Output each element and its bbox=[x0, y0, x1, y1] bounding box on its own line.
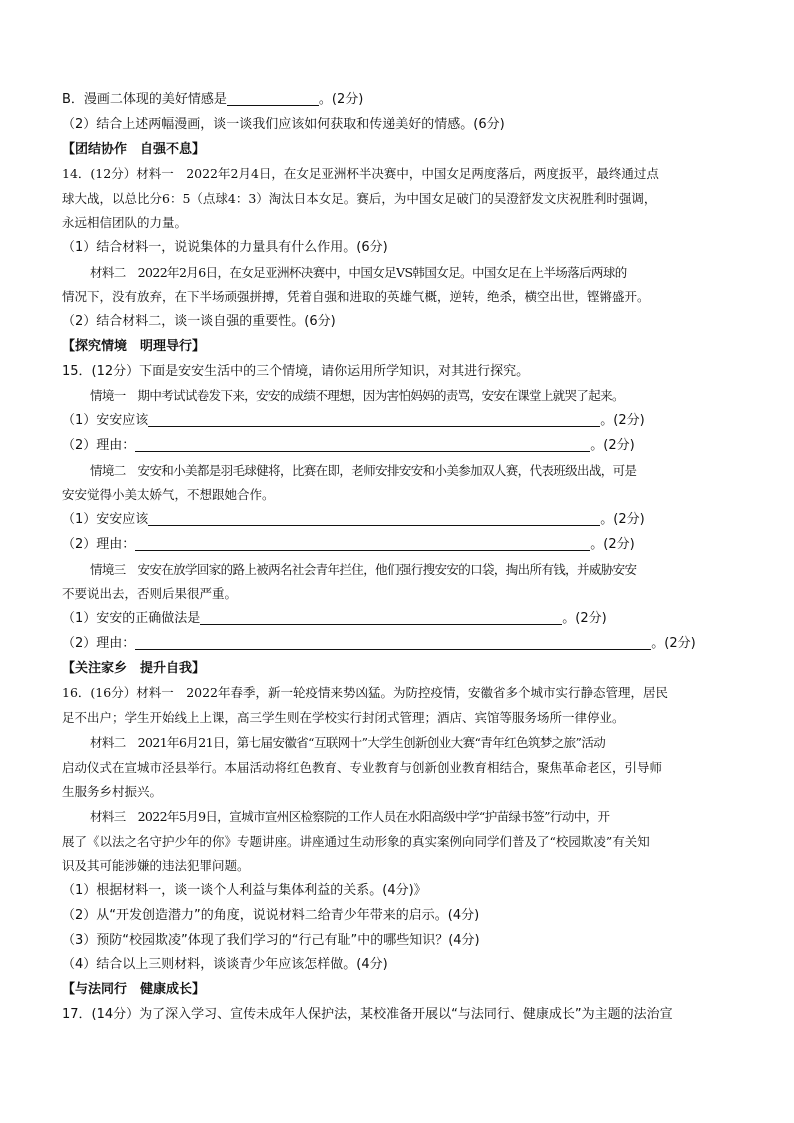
scenario-2-q2 bbox=[62, 533, 742, 558]
score-label: 。(2分) bbox=[562, 611, 607, 626]
scenario-2: 安安觉得小美太娇气，不想跟她合作。 bbox=[62, 487, 275, 502]
section-heading-law: 【与法同行 健康成长】 bbox=[62, 982, 206, 997]
question-16-material-1: 16．(16分）材料一 2022年春季，新一轮疫情来势凶猛。为防控疫情，安徽省多个城市实行静态管理，居民 bbox=[62, 685, 669, 700]
scenario-3: 情境三 安安在放学回家的路上被两名社会青年拦住，他们强行搜安安的口袋，掏出所有钱，并威胁安安 bbox=[90, 562, 637, 577]
question-text: （1）安安应该 bbox=[62, 413, 149, 428]
question-14-2: （2）结合材料二，谈一谈自强的重要性。(6分) bbox=[62, 314, 336, 329]
question-16-material-3: 展了《以法之名守护少年的你》专题讲座。讲座通过生动形象的真实案例向同学们普及了“校园欺凌”有关知 bbox=[62, 834, 650, 849]
score-label: 。(2分) bbox=[590, 438, 635, 453]
question-16-material-2: 材料二 2021年6月21日，第七届安徽省“互联网十”大学生创新创业大赛“青年红色筑梦之旅”活动 bbox=[90, 735, 606, 750]
question-16-material-3: 材料三 2022年5月9日，宣城市宣州区检察院的工作人员在水阳高级中学“护苗绿书签”行动中，开 bbox=[90, 809, 610, 824]
question-16-material-1: 足不出户；学生开始线上上课，高三学生则在学校实行封闭式管理；酒店、宾馆等服务场所一律停业。 bbox=[62, 710, 625, 725]
question-13-2: （2）结合上述两幅漫画，谈一谈我们应该如何获取和传递美好的情感。(6分) bbox=[62, 117, 505, 132]
question-14-material-2: 材料二 2022年2月6日，在女足亚洲杯决赛中，中国女足VS韩国女足。中国女足在上半场落后两球的 bbox=[90, 265, 627, 280]
question-13-b bbox=[62, 88, 742, 113]
question-14-1: （1）结合材料一，说说集体的力量具有什么作用。(6分) bbox=[62, 240, 388, 255]
answer-blank[interactable] bbox=[148, 510, 600, 526]
scenario-3: 不要说出去，否则后果很严重。 bbox=[62, 586, 238, 601]
question-16-3: （3）预防“校园欺凌”体现了我们学习的“行己有耻”中的哪些知识？(4分) bbox=[62, 933, 480, 948]
question-text: （1）安安的正确做法是 bbox=[62, 611, 201, 626]
question-16-material-3: 识及其可能涉嫌的违法犯罪问题。 bbox=[62, 858, 250, 873]
scenario-2-q1 bbox=[62, 508, 742, 533]
score-label: 。(2分) bbox=[600, 413, 645, 428]
scenario-1-q2 bbox=[62, 434, 742, 459]
section-heading-explore: 【探究情境 明理导行】 bbox=[62, 339, 206, 354]
question-text: （2）理由： bbox=[62, 438, 136, 453]
question-16-1: （1）根据材料一，谈一谈个人利益与集体利益的关系。(4分)》 bbox=[62, 883, 427, 898]
question-text: （2）理由： bbox=[62, 537, 136, 552]
answer-blank[interactable] bbox=[135, 634, 651, 650]
question-16-2: （2）从“开发创造潜力”的角度，说说材料二给青少年带来的启示。(4分) bbox=[62, 908, 480, 923]
scenario-1: 情境一 期中考试试卷发下来，安安的成绩不理想，因为害怕妈妈的责骂，安安在课堂上就哭了起来。 bbox=[90, 388, 624, 403]
question-16-4: （4）结合以上三则材料，谈谈青少年应该怎样做。(4分) bbox=[62, 957, 388, 972]
question-text: B．漫画二体现的美好情感是 bbox=[62, 92, 227, 107]
question-14-material-1: 14．(12分）材料一 2022年2月4日，在女足亚洲杯半决赛中，中国女足两度落后，两度扳平，最终通过点 bbox=[62, 166, 659, 181]
question-16-material-2: 生服务乡村振兴。 bbox=[62, 784, 163, 799]
question-text: （2）理由： bbox=[62, 636, 136, 651]
answer-blank[interactable] bbox=[200, 609, 562, 625]
score-label: 。(2分) bbox=[590, 537, 635, 552]
scenario-3-q2 bbox=[62, 632, 742, 657]
answer-blank[interactable] bbox=[135, 535, 590, 551]
scenario-1-q1 bbox=[62, 409, 742, 434]
answer-blank[interactable] bbox=[148, 411, 600, 427]
answer-blank[interactable] bbox=[227, 90, 319, 106]
question-14-material-2: 情况下，没有放弃，在下半场顽强拼搏，凭着自强和进取的英雄气概，逆转，绝杀，横空出世，铿锵盛开。 bbox=[62, 289, 650, 304]
question-15: 15．(12分）下面是安安生活中的三个情境，请你运用所学知识，对其进行探究。 bbox=[62, 364, 530, 379]
score-label: 。(2分) bbox=[318, 92, 364, 107]
question-text: （1）安安应该 bbox=[62, 512, 149, 527]
scenario-2: 情境二 安安和小美都是羽毛球健将，比赛在即，老师安排安安和小美参加双人赛，代表班级出战，可是 bbox=[90, 463, 637, 478]
question-14-material-1: 永远相信团队的力量。 bbox=[62, 215, 188, 230]
score-label: 。(2分) bbox=[600, 512, 645, 527]
scenario-3-q1 bbox=[62, 607, 742, 632]
question-16-material-2: 启动仪式在宣城市泾县举行。本届活动将红色教育、专业教育与创新创业教育相结合，聚焦革命老区，引导师 bbox=[62, 760, 663, 775]
question-17: 17．(14分）为了深入学习、宣传未成年人保护法，某校准备开展以“与法同行、健康成长”为主题的法治宣 bbox=[62, 1007, 673, 1022]
score-label: 。(2分) bbox=[651, 636, 696, 651]
section-heading-home: 【关注家乡 提升自我】 bbox=[62, 661, 206, 676]
question-14-material-1: 球大战，以总比分6：5（点球4：3）淘汰日本女足。赛后，为中国女足破门的吴澄舒发文庆祝胜利时强调， bbox=[62, 191, 657, 206]
section-heading-team: 【团结协作 自强不息】 bbox=[62, 142, 206, 157]
answer-blank[interactable] bbox=[135, 436, 590, 452]
